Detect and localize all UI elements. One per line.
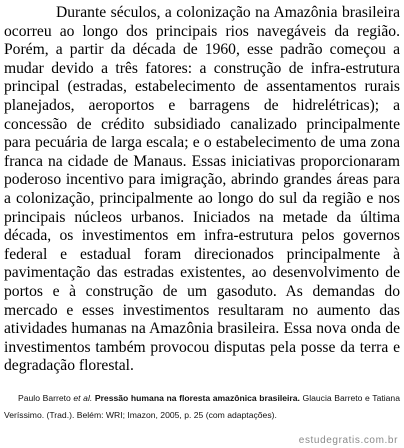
citation-details: Glaucia Barreto e Tatiana Veríssimo. (Trad.). Belém: WRI; Imazon, 2005, p. 25 (com adaptações).: [4, 392, 400, 420]
citation-title: Pressão humana na floresta amazônica brasileira.: [94, 392, 300, 403]
citation-author: Paulo Barreto: [18, 392, 71, 403]
site-watermark: estudegratis.com.br: [298, 435, 398, 446]
main-paragraph: Durante séculos, a colonização na Amazônia brasileira ocorreu ao longo dos principais rios navegáveis da região. Porém, a partir da década de 1960, esse padrão começou a mudar devido a três fatores: a construção de infra-estrutura principal (estradas, estabelecimento de assentamentos rurais planejados, aeroportos e barragens de hidrelétricas); a concessão de crédito subsidiado canalizado principalmente para pecuária de larga escala; e o estabelecimento de uma zona franca na cidade de Manaus. Essas iniciativas proporcionaram poderoso incentivo para imigração, abrindo grandes áreas para a colonização, principalmente ao longo do sul da região e nos principais núcleos urbanos. Iniciados na metade da última década, os investimentos em infra-estrutura pelos governos federal e estadual foram direcionados principalmente à pavimentação das estradas existentes, ao desenvolvimento de portos e à construção de um gasoduto. As demandas do mercado e esses investimentos resultaram no aumento das atividades humanas na Amazônia brasileira. Essa nova onda de investimentos também provocou disputas pela posse da terra e degradação florestal.: [4, 4, 400, 375]
citation-et-al: et al.: [73, 392, 93, 403]
source-citation: [4, 390, 400, 424]
document-page: [4, 4, 400, 424]
